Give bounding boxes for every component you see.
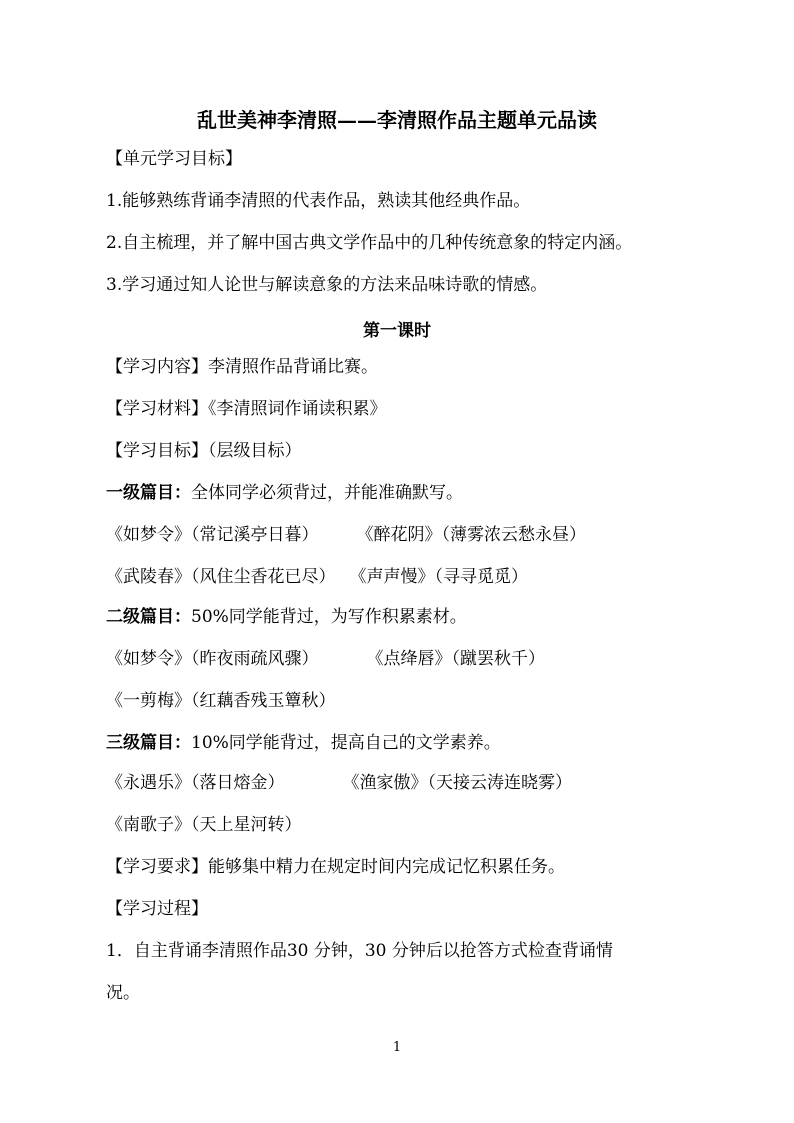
level3-label: 三级篇目： bbox=[106, 733, 191, 753]
learning-objective bbox=[106, 440, 302, 462]
process-step1-line1: 1．自主背诵李清照作品30 分钟，30 分钟后以抢答方式检查背诵情 bbox=[106, 941, 613, 961]
level1-text: 全体同学必须背过，并能准确默写。 bbox=[191, 483, 463, 503]
objective-label: 【学习目标】 bbox=[106, 441, 208, 461]
level3-works-row1 bbox=[106, 772, 572, 794]
level1-works-row2 bbox=[106, 566, 528, 588]
level3-text: 10%同学能背过，提高自己的文学素养。 bbox=[191, 733, 501, 753]
level2-text: 50%同学能背过，为写作积累素材。 bbox=[191, 607, 467, 627]
process-step1-line2: 况。 bbox=[106, 983, 140, 1003]
objective-text: （层级目标） bbox=[208, 441, 302, 461]
requirement-text: 能够集中精力在规定时间内完成记忆积累任务。 bbox=[208, 857, 565, 877]
work-shengshengman: 《声声慢》（寻寻觅觅） bbox=[349, 567, 528, 587]
work-yongyule: 《永遇乐》（落日熔金） bbox=[106, 773, 285, 793]
material-text: 《李清照词作诵读积累》 bbox=[208, 399, 387, 419]
content-label: 【学习内容】 bbox=[106, 357, 208, 377]
document-title: 乱世美神李清照——李清照作品主题单元品读 bbox=[197, 108, 597, 132]
work-dianjiangchun: 《点绛唇》（蹴罢秋千） bbox=[366, 649, 545, 669]
level3-heading bbox=[106, 732, 501, 754]
work-rumengling-1: 《如梦令》（常记溪亭日暮） bbox=[106, 525, 319, 545]
content-text: 李清照作品背诵比赛。 bbox=[208, 357, 378, 377]
level2-works-row1 bbox=[106, 648, 545, 670]
goal-3: 3.学习通过知人论世与解读意象的方法来品味诗歌的情感。 bbox=[106, 275, 548, 295]
work-yijianmei: 《一剪梅》（红藕香残玉簟秋） bbox=[106, 691, 336, 711]
unit-goals-heading: 【单元学习目标】 bbox=[106, 149, 242, 169]
work-yujiaao: 《渔家傲》（天接云涛连晓雾） bbox=[342, 773, 572, 793]
level2-label: 二级篇目： bbox=[106, 607, 191, 627]
work-nangezi: 《南歌子》（天上星河转） bbox=[106, 815, 302, 835]
level2-works-row2 bbox=[106, 690, 336, 712]
material-label: 【学习材料】 bbox=[106, 399, 208, 419]
level1-works-row1 bbox=[106, 524, 586, 546]
level1-heading bbox=[106, 482, 463, 504]
page-number: 1 bbox=[392, 1040, 402, 1055]
learning-requirement bbox=[106, 856, 565, 878]
requirement-label: 【学习要求】 bbox=[106, 857, 208, 877]
work-wulingchun: 《武陵春》（风住尘香花已尽） bbox=[106, 567, 336, 587]
process-heading: 【学习过程】 bbox=[106, 899, 208, 919]
learning-content bbox=[106, 356, 378, 378]
level1-label: 一级篇目： bbox=[106, 483, 191, 503]
level2-heading bbox=[106, 606, 467, 628]
goal-1: 1.能够熟练背诵李清照的代表作品，熟读其他经典作品。 bbox=[106, 191, 531, 211]
learning-material bbox=[106, 398, 387, 420]
work-rumengling-2: 《如梦令》（昨夜雨疏风骤） bbox=[106, 649, 319, 669]
work-zuihuayin: 《醉花阴》（薄雾浓云愁永昼） bbox=[356, 525, 586, 545]
goal-2: 2.自主梳理，并了解中国古典文学作品中的几种传统意象的特定内涵。 bbox=[106, 233, 633, 253]
level3-works-row2 bbox=[106, 814, 302, 836]
lesson-title: 第一课时 bbox=[363, 321, 431, 341]
